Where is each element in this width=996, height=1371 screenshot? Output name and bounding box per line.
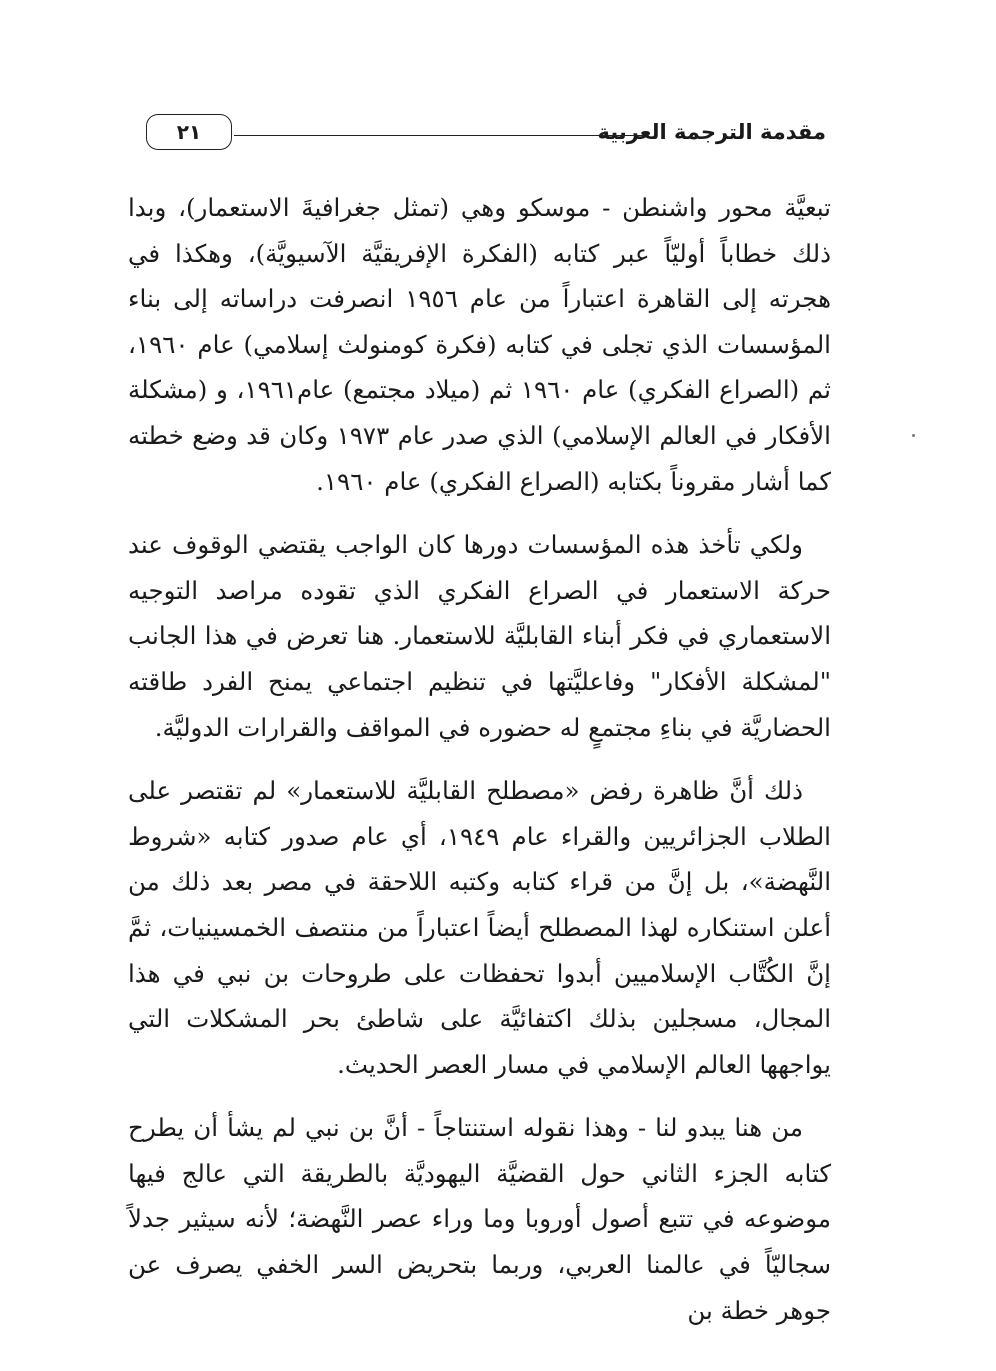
paragraph-3: ذلك أنَّ ظاهرة رفض «مصطلح القابليَّة للاستعمار» لم تقتصر على الطلاب الجزائريين والقراء عام ١٩٤٩، أي عام صدور كتابه «شروط النَّهضة»، بل إنَّ من قراء كتابه وكتبه اللاحقة في مصر بعد ذلك من أعلن استنكاره لهذا المصطلح أيضاً اعتباراً من منتصف الخمسينيات، ثمَّ إنَّ الكُتَّاب الإسلاميين أبدوا تحفظات على طروحات بن نبي في هذا المجال، مسجلين بذلك اكتفائيَّة على شاطئ بحر المشكلات التي يواجهها العالم الإسلامي في مسار العصر الحديث. [128,776,831,1079]
paragraph-1: تبعيَّة محور واشنطن - موسكو وهي (تمثل جغرافيةَ الاستعمار)، وبدا ذلك خطاباً أوليّاً عبر كتابه (الفكرة الإفريقيَّة الآسيويَّة)، وهكذا في هجرته إلى القاهرة اعتباراً من عام ١٩٥٦ انصرفت دراساته إلى بناء المؤسسات الذي تجلى في كتابه (فكرة كومنولث إسلامي) عام ١٩٦٠، ثم (الصراع الفكري) عام ١٩٦٠ ثم (ميلاد مجتمع) عام١٩٦١، و (مشكلة الأفكار في العالم الإسلامي) الذي صدر عام ١٩٧٣ وكان قد وضع خطته كما أشار مقروناً بكتابه (الصراع الفكري) عام ١٩٦٠. [128,193,831,496]
running-header [146,112,826,158]
header-title: مقدمة الترجمة العربية [597,120,826,144]
paragraph-2: ولكي تأخذ هذه المؤسسات دورها كان الواجب يقتضي الوقوف عند حركة الاستعمار في الصراع الفكري الذي تقوده مراصد التوجيه الاستعماري في فكر أبناء القابليَّة للاستعمار. هنا تعرض في هذا الجانب "لمشكلة الأفكار" وفاعليَّتها في تنظيم اجتماعي يمنح الفرد طاقته الحضاريَّة في بناءِ مجتمعٍ له حضوره في المواقف والقرارات الدوليَّة. [128,530,831,742]
header-rule [234,135,644,136]
body-text [128,185,831,1351]
paragraph-4: من هنا يبدو لنا - وهذا نقوله استنتاجاً - أنَّ بن نبي لم يشأ أن يطرح كتابه الجزء الثاني حول القضيَّة اليهوديَّة بالطريقة التي عالج فيها موضوعه في تتبع أصول أوروبا وما وراء عصر النَّهضة؛ لأنه سيثير جدلاً سجاليّاً في عالمنا العربي، وربما بتحريض السر الخفي يصرف عن جوهر خطة بن [128,1113,831,1325]
page-number: ٢١ [146,114,232,150]
margin-speck [912,434,915,437]
